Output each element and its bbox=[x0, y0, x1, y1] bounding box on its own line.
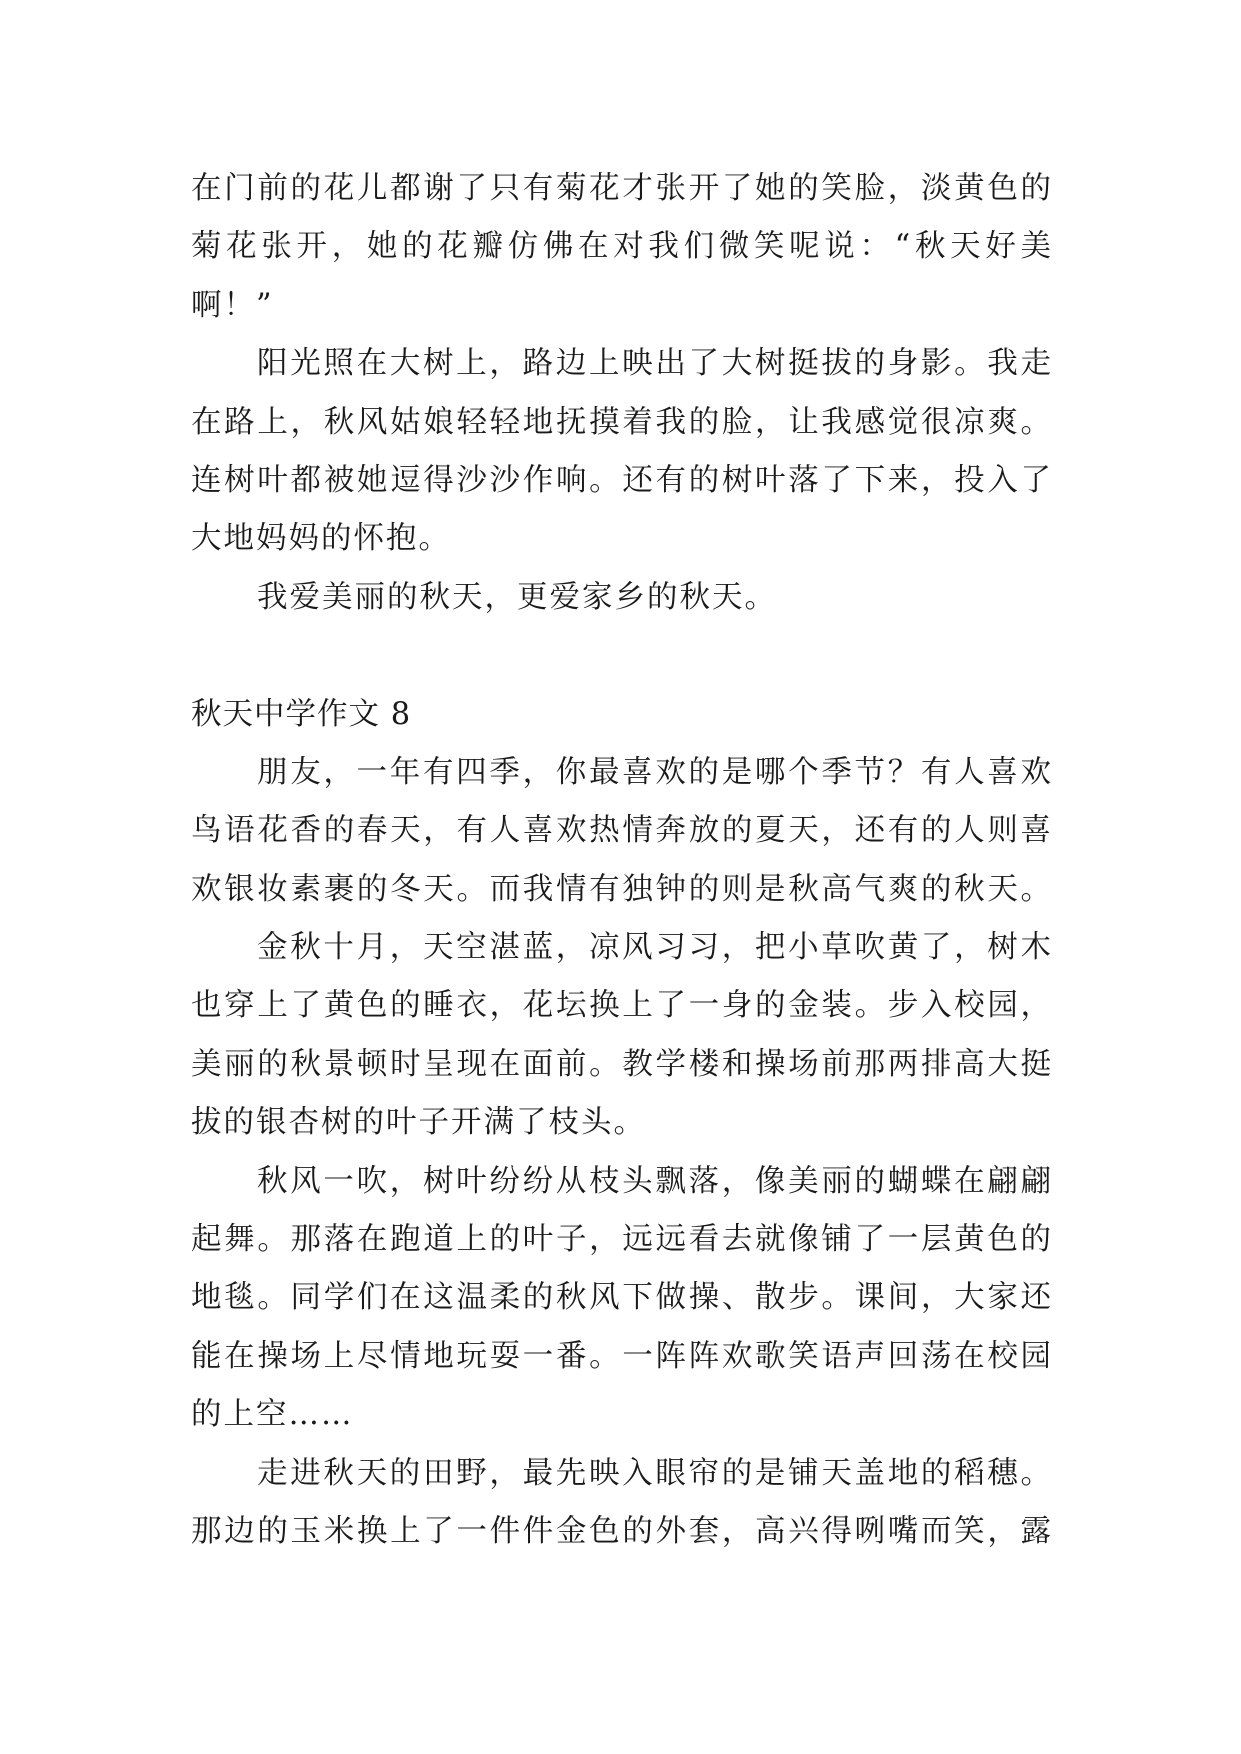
text-line: 走进秋天的田野，最先映入眼帘的是铺天盖地的稻穗。 bbox=[257, 1455, 1053, 1491]
text-line: 在路上，秋风姑娘轻轻地抚摸着我的脸，让我感觉很凉爽。 bbox=[191, 404, 1053, 440]
text-line: 拔的银杏树的叶子开满了枝头。 bbox=[191, 1105, 646, 1141]
section-gap bbox=[191, 627, 1053, 685]
text-line: 菊花张开，她的花瓣仿佛在对我们微笑呢说：“秋天好美 bbox=[191, 229, 1053, 265]
text-line: 地毯。同学们在这温柔的秋风下做操、散步。课间，大家还 bbox=[191, 1280, 1053, 1316]
text-line: 在门前的花儿都谢了只有菊花才张开了她的笑脸，淡黄色的 bbox=[191, 171, 1053, 206]
text-line: 啊！” bbox=[191, 287, 274, 323]
text-line: 能在操场上尽情地玩耍一番。一阵阵欢歌笑语声回荡在校园 bbox=[191, 1338, 1053, 1374]
document-body bbox=[191, 160, 1053, 1561]
section-heading: 秋天中学作文 8 bbox=[191, 696, 412, 732]
text-line: 秋风一吹，树叶纷纷从枝头飘落，像美丽的蝴蝶在翩翩 bbox=[257, 1163, 1053, 1199]
text-line: 我爱美丽的秋天，更爱家乡的秋天。 bbox=[257, 579, 777, 615]
text-line: 连树叶都被她逗得沙沙作响。还有的树叶落了下来，投入了 bbox=[191, 462, 1053, 498]
text-line: 的上空…… bbox=[191, 1397, 354, 1433]
text-line: 欢银妆素裹的冬天。而我情有独钟的则是秋高气爽的秋天。 bbox=[191, 871, 1053, 907]
text-line: 那边的玉米换上了一件件金色的外套，高兴得咧嘴而笑，露 bbox=[191, 1513, 1053, 1549]
text-line: 鸟语花香的春天，有人喜欢热情奔放的夏天，还有的人则喜 bbox=[191, 813, 1053, 849]
text-line: 起舞。那落在跑道上的叶子，远远看去就像铺了一层黄色的 bbox=[191, 1222, 1053, 1258]
text-line: 朋友，一年有四季，你最喜欢的是哪个季节？有人喜欢 bbox=[257, 754, 1053, 790]
text-line: 也穿上了黄色的睡衣，花坛换上了一身的金装。步入校园， bbox=[191, 988, 1053, 1024]
text-line: 美丽的秋景顿时呈现在面前。教学楼和操场前那两排高大挺 bbox=[191, 1046, 1053, 1082]
text-line: 阳光照在大树上，路边上映出了大树挺拔的身影。我走 bbox=[257, 346, 1053, 382]
text-line: 大地妈妈的怀抱。 bbox=[191, 521, 451, 557]
text-line: 金秋十月，天空湛蓝，凉风习习，把小草吹黄了，树木 bbox=[257, 930, 1053, 966]
